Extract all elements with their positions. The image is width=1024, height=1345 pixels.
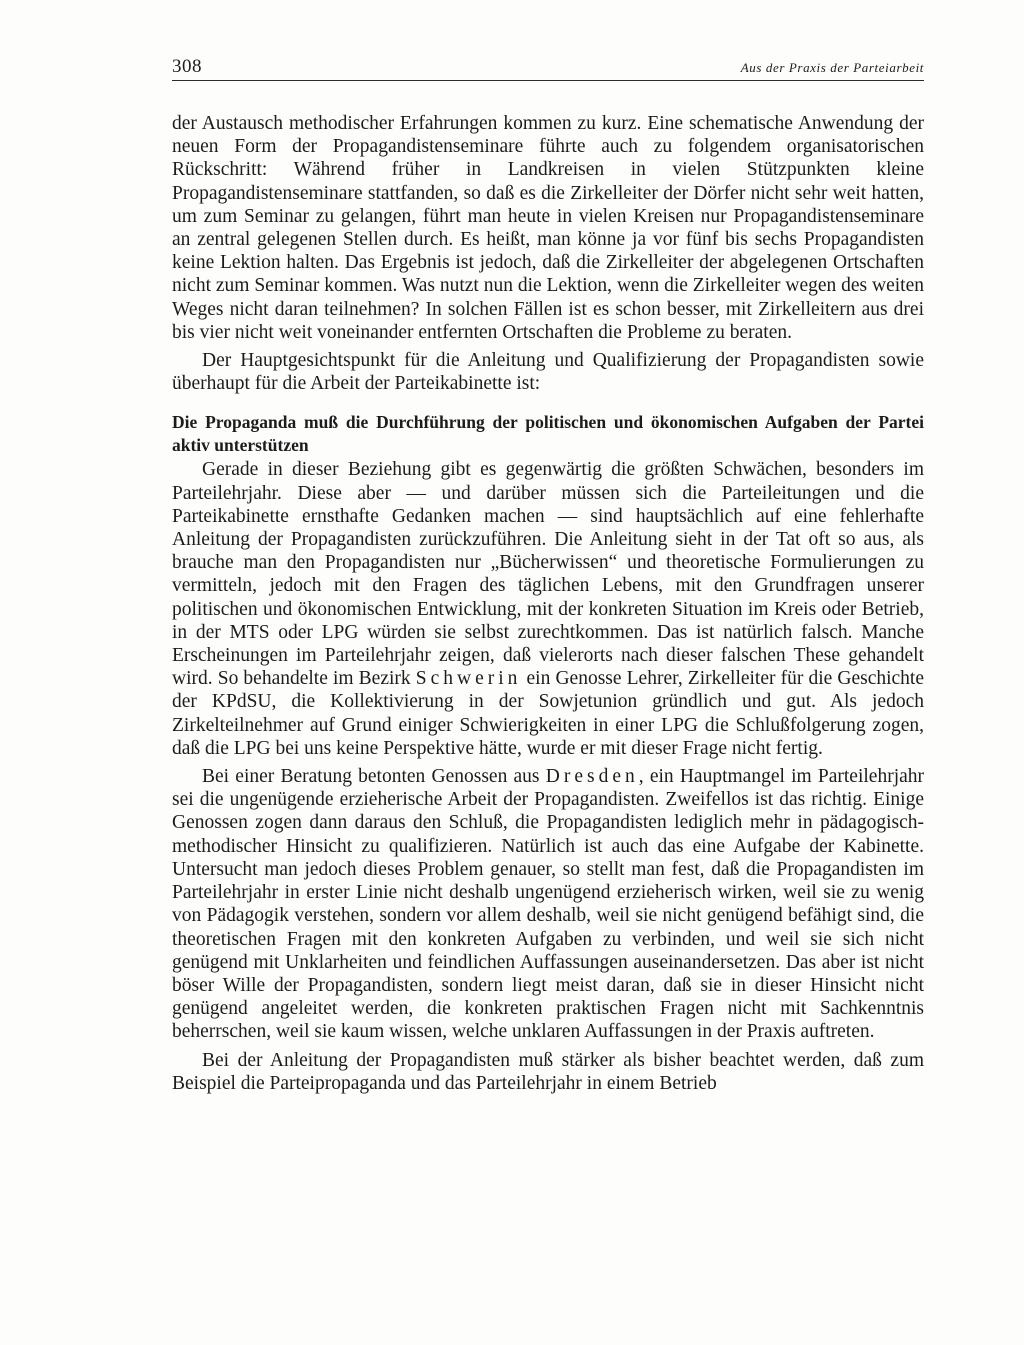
section-heading: Die Propaganda muß die Durchführung der politischen und ökonomischen Aufgaben der Partei aktiv unterstützen [172,412,924,455]
place-name-dresden: Dresden [545,766,639,788]
page-number: 308 [172,56,202,77]
running-head: Aus der Praxis der Parteiarbeit [740,60,924,75]
paragraph-4 [172,765,924,1043]
paragraph-3-text-b: ein Genosse Lehrer, Zirkelleiter für die Geschichte der KPdSU, die Kollektivierung in der Sowjetunion gründlich und gut. Als jedoch Zirkelteilnehmer auf Grund einiger Schwierigkeiten in einer LPG die Schlußfolgerung zogen, daß die LPG bei uns keine Perspektive hätte, wurde er mit dieser Frage nicht fertig. [172,668,924,759]
paragraph-4-text-b: , ein Hauptmangel im Parteilehrjahr sei die ungenügende erzieherische Arbeit der Propagandisten. Zweifellos ist das richtig. Einige Genossen zogen dann daraus den Schluß, die Propagandisten lediglich mehr in pädagogisch-methodischer Hinsicht zu qualifizieren. Natürlich ist auch das eine Aufgabe der Kabinette. Untersucht man jedoch dieses Problem genauer, so stellt man fest, daß die Propagandisten im Parteilehrjahr in erster Linie nicht deshalb ungenügend erzieherisch wirken, weil sie zu wenig von Pädagogik verstehen, sondern vor allem deshalb, weil sie nicht genügend befähigt sind, die theoretischen Fragen mit den konkreten Aufgaben zu verbinden, und weil sie sich nicht genügend mit Unklarheiten und feindlichen Auffassungen auseinandersetzen. Das aber ist nicht böser Wille der Propagandisten, sondern liegt meist daran, daß sie in dieser Hinsicht nicht genügend angeleitet werden, die konkreten praktischen Fragen nicht mit Sachkenntnis beherrschen, weil sie kaum wissen, welche unklaren Auffassungen in der Praxis auftreten. [172,766,925,1043]
place-name-schwerin: Schwerin [415,668,522,690]
paragraph-3 [172,458,924,760]
paragraph-2: Der Hauptgesichtspunkt für die Anleitung und Qualifizierung der Propagandisten sowie überhaupt für die Arbeit der Parteikabinette ist: [172,350,924,395]
paragraph-3-text-a: Gerade in dieser Beziehung gibt es gegenwärtig die größten Schwächen, besonders im Parteilehrjahr. Diese aber — und darüber müssen sich die Parteileitungen und die Parteikabinette ernsthafte Gedanken machen — sind hauptsächlich auf eine fehlerhafte Anleitung der Propagandisten zurückzuführen. Die Anleitung sieht in der Tat oft so aus, als brauche man den Propagandisten nur „Bücherwissen“ und theoretische Formulierungen zu vermitteln, jedoch mit den Fragen des täglichen Lebens, mit den Grundfragen unserer politischen und ökonomischen Entwicklung, mit der konkreten Situation im Kreis oder Betrieb, in der MTS oder LPG würden sie selbst zurechtkommen. Das ist natürlich falsch. Manche Erscheinungen im Parteilehrjahr zeigen, daß vielerorts nach dieser falschen These gehandelt wird. So behandelte im Bezirk [172,459,924,690]
paragraph-1: der Austausch methodischer Erfahrungen kommen zu kurz. Eine schematische Anwendung der neuen Form der Propagandistenseminare führte auch zu folgendem organisatorischen Rückschritt: Während früher in Landkreisen in vielen Stützpunkten kleine Propagandistenseminare stattfanden, so daß es die Zirkelleiter der Dörfer nicht sehr weit hatten, um zum Seminar zu gelangen, führt man heute in vielen Kreisen nur Propagandistenseminare an zentral gelegenen Stellen durch. Es heißt, man könne ja vor fünf bis sechs Propagandisten keine Lektion halten. Das Ergebnis ist jedoch, daß die Zirkelleiter der abgelegenen Ortschaften nicht zum Seminar kommen. Was nutzt nun die Lektion, wenn die Zirkelleiter wegen des weiten Weges nicht daran teilnehmen? In solchen Fällen ist es schon besser, mit Zirkelleitern aus drei bis vier nicht weit voneinander entfernten Ortschaften die Probleme zu beraten. [172,113,924,343]
body-text [172,112,924,1095]
page-header [172,52,924,81]
paragraph-5: Bei der Anleitung der Propagandisten muß stärker als bisher beachtet werden, daß zum Beispiel die Parteipropaganda und das Parteilehrjahr in einem Betrieb [172,1049,924,1094]
paragraph-4-text-a: Bei einer Beratung betonten Genossen aus [202,766,540,788]
